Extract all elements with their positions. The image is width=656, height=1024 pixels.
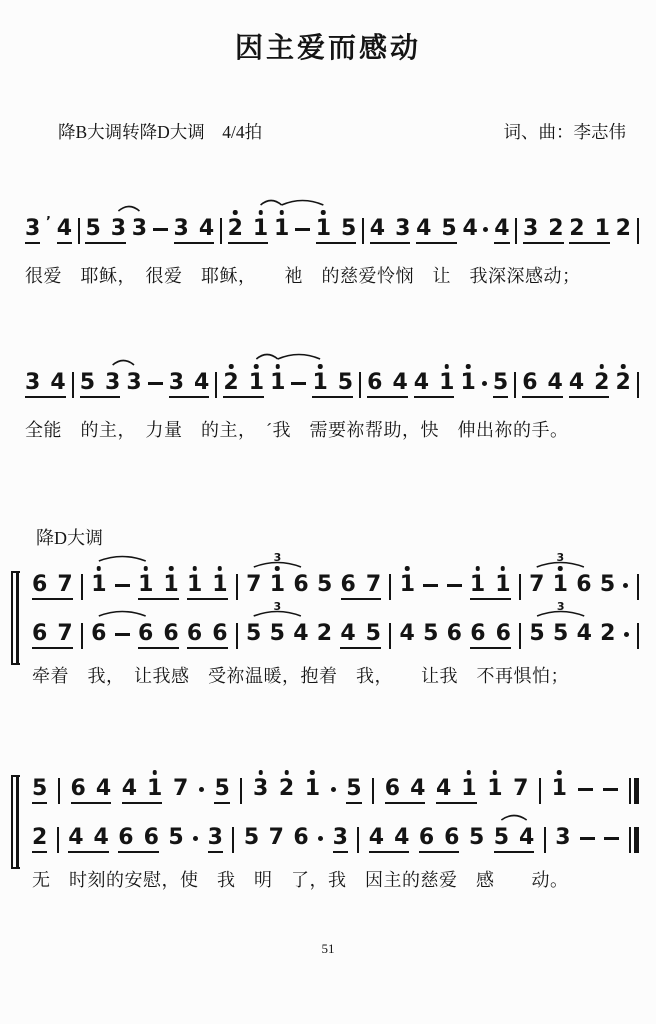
note: 4 — [194, 370, 210, 395]
note: 1 — [187, 574, 202, 596]
octave-dot — [493, 770, 498, 775]
note: 1 — [400, 574, 415, 596]
beam-group — [569, 372, 610, 398]
note: 3 — [395, 216, 411, 241]
note: 4 — [121, 776, 138, 801]
beam-group — [71, 778, 112, 804]
augmentation-dot — [193, 836, 198, 841]
barline — [519, 623, 521, 649]
note: 5 — [493, 372, 508, 398]
beam-group — [494, 827, 535, 853]
barline — [81, 574, 83, 600]
note: 4 — [494, 218, 509, 244]
note: 5 — [214, 778, 229, 804]
note: 6 — [340, 572, 356, 597]
octave-dot — [557, 770, 562, 775]
barline — [637, 372, 639, 398]
note: 6 — [384, 776, 401, 801]
note: 5 — [552, 621, 569, 646]
octave-dot — [169, 566, 174, 571]
note: 3 — [25, 218, 40, 244]
note: 7 — [57, 572, 73, 597]
note: 5 — [168, 825, 184, 850]
barline — [240, 778, 242, 804]
extension-dash — [447, 584, 462, 587]
lyrics-line-3: 牵着 我， 让我感 受祢温暖，抱着 我， 让我 不再惧怕； — [32, 666, 569, 686]
extension-dash — [295, 228, 310, 231]
note: 5 — [493, 825, 510, 850]
note: 5 — [79, 370, 95, 395]
note: 6 — [367, 370, 383, 395]
note: 5 — [529, 621, 545, 646]
music-system-3 — [32, 551, 639, 688]
note: 1 — [274, 218, 289, 240]
beam-group — [370, 218, 411, 244]
note: 1 — [147, 778, 162, 800]
octave-dot — [310, 770, 315, 775]
note: 1 — [253, 218, 268, 240]
note: 3 — [208, 827, 223, 853]
note: 1 — [316, 218, 331, 240]
note: 3 — [25, 370, 41, 395]
note: 1 — [487, 778, 502, 800]
note: 3 — [555, 825, 571, 850]
note: 1 — [553, 574, 568, 596]
note: 3 — [333, 827, 348, 853]
note: 2 — [316, 621, 333, 646]
note: 1 — [91, 574, 106, 596]
beam-group — [316, 218, 357, 244]
note: 5 — [316, 572, 333, 597]
octave-dot — [467, 770, 472, 775]
extension-dash — [578, 788, 593, 791]
note: 1 — [212, 574, 227, 596]
lyrics-line-1: 很爱 耶稣， 很爱 耶稣， 祂 的慈爱怜悯 让 我深深感动； — [25, 266, 581, 286]
note: 1 — [552, 778, 567, 800]
lyrics-line-2: 全能 的主， 力量 的主， ˊ我 需要祢帮助，快 伸出祢的手。 — [25, 420, 569, 440]
barline — [389, 623, 391, 649]
note: 4 — [519, 825, 535, 850]
music-system-2 — [25, 356, 639, 442]
note: 6 — [212, 621, 228, 646]
beam-group — [569, 218, 610, 244]
note: 5 — [365, 621, 381, 646]
barline — [236, 574, 238, 600]
note: 4 — [369, 216, 386, 241]
barline — [236, 623, 238, 649]
octave-dot — [258, 770, 263, 775]
beam-group — [312, 372, 353, 398]
note: 7 — [365, 572, 382, 597]
beam-group — [118, 827, 159, 853]
note: 4 — [368, 825, 385, 850]
extension-dash — [115, 633, 130, 636]
barline — [72, 372, 74, 398]
beam-group — [228, 218, 269, 244]
octave-dot — [258, 210, 263, 215]
note: 6 — [495, 621, 511, 646]
note: 7 — [172, 776, 189, 801]
slur-arcs — [32, 600, 639, 653]
note: 2 — [600, 621, 616, 646]
octave-dot — [254, 364, 259, 369]
beam-group — [416, 218, 457, 244]
note: 3 — [522, 216, 539, 241]
note: 5 — [341, 216, 357, 241]
note: 4 — [462, 216, 478, 241]
barline — [637, 623, 639, 649]
note: 6 — [186, 621, 203, 646]
beam-group — [85, 218, 126, 244]
barline — [539, 778, 541, 804]
note: 4 — [392, 370, 408, 395]
barline — [362, 218, 364, 244]
note: 7 — [513, 776, 529, 801]
note: 6 — [444, 825, 460, 850]
octave-dot — [192, 566, 197, 571]
note: 2 — [32, 827, 47, 853]
note: 2 — [616, 372, 631, 394]
note: 6 — [522, 370, 538, 395]
svg-text:3: 3 — [556, 551, 565, 564]
barline — [544, 827, 546, 853]
note: 1 — [470, 574, 485, 596]
note: 1 — [460, 372, 475, 394]
note: 6 — [293, 572, 309, 597]
note: 4 — [57, 218, 72, 244]
beam-group — [341, 574, 382, 600]
extension-dash — [604, 837, 619, 840]
note: 6 — [446, 621, 462, 646]
note: 6 — [32, 621, 48, 646]
beam-group — [187, 623, 228, 649]
note: 5 — [468, 825, 485, 850]
note: 4 — [394, 825, 410, 850]
note: 2 — [279, 778, 294, 800]
barline — [519, 574, 521, 600]
notation-line-lower — [32, 811, 639, 857]
note: 3 — [126, 370, 142, 395]
note: 1 — [138, 574, 153, 596]
note: 4 — [198, 216, 215, 241]
beam-group — [169, 372, 210, 398]
octave-dot — [321, 210, 326, 215]
octave-dot — [318, 364, 323, 369]
octave-dot — [275, 364, 280, 369]
note: 3 — [105, 370, 121, 395]
note: 1 — [312, 372, 327, 394]
barline — [359, 372, 361, 398]
octave-dot — [475, 566, 480, 571]
note: 1 — [461, 778, 476, 800]
beam-group — [122, 778, 163, 804]
note: 1 — [270, 574, 285, 596]
beam-group — [138, 623, 179, 649]
note: 7 — [246, 572, 262, 597]
notation-line-upper — [32, 551, 639, 604]
extension-dash — [148, 382, 163, 385]
octave-dot — [97, 566, 102, 571]
beam-group — [414, 372, 455, 398]
augmentation-dot — [483, 227, 488, 232]
note: 6 — [138, 621, 154, 646]
barline — [215, 372, 217, 398]
beam-group — [369, 827, 410, 853]
note: 2 — [223, 372, 238, 394]
note: 6 — [293, 825, 309, 850]
extension-dash — [580, 837, 595, 840]
octave-dot — [279, 210, 284, 215]
beam-group — [470, 574, 511, 600]
final-barline — [629, 827, 639, 853]
note: 5 — [85, 216, 101, 241]
beam-group — [80, 372, 121, 398]
note: 2 — [615, 216, 631, 241]
note: 3 — [110, 216, 127, 241]
note: 4 — [416, 216, 432, 241]
barline — [372, 778, 374, 804]
music-system-4 — [32, 762, 639, 892]
octave-dot — [218, 566, 223, 571]
note: 3 — [131, 216, 148, 241]
note: 1 — [249, 372, 264, 394]
note: 2 — [228, 218, 243, 240]
credits-label: 词、曲：李志伟 — [503, 122, 626, 142]
svg-text:3: 3 — [273, 600, 282, 613]
beam-group — [385, 778, 426, 804]
beam-group — [187, 574, 228, 600]
song-title: 因主爱而感动 — [234, 32, 421, 63]
barline — [637, 574, 639, 600]
beam-group — [25, 372, 66, 398]
note: 6 — [70, 776, 86, 801]
note: 1 — [439, 372, 454, 394]
beam-group — [138, 574, 179, 600]
final-barline — [629, 778, 639, 804]
octave-dot — [152, 770, 157, 775]
note: 3 — [173, 216, 189, 241]
augmentation-dot — [623, 583, 628, 588]
note: 1 — [163, 574, 178, 596]
note: 5 — [599, 572, 616, 597]
note: 4 — [68, 825, 84, 850]
note: 5 — [32, 778, 47, 804]
note: 5 — [423, 621, 439, 646]
barline — [357, 827, 359, 853]
note: 4 — [399, 621, 415, 646]
note: 4 — [50, 370, 66, 395]
page-number: 51 — [321, 941, 335, 956]
note: 5 — [269, 621, 285, 646]
note: 6 — [32, 572, 48, 597]
barline — [81, 623, 83, 649]
beam-group — [419, 827, 460, 853]
note: 6 — [418, 825, 435, 850]
note: 6 — [91, 621, 107, 646]
octave-dot — [621, 364, 626, 369]
extension-dash — [291, 382, 306, 385]
extension-dash — [153, 228, 168, 231]
note: 6 — [118, 825, 134, 850]
note: 6 — [576, 572, 592, 597]
augmentation-dot — [199, 787, 204, 792]
beam-group — [32, 574, 73, 600]
note: 6 — [143, 825, 159, 850]
beam-group — [523, 218, 564, 244]
octave-dot — [275, 566, 280, 571]
note: 4 — [340, 621, 356, 646]
notation-line — [25, 356, 639, 402]
note: 2 — [594, 372, 609, 394]
note: 7 — [57, 621, 73, 646]
beam-group — [223, 372, 264, 398]
barline — [78, 218, 80, 244]
barline — [220, 218, 222, 244]
notation-line-lower — [32, 600, 639, 653]
note: 4 — [576, 621, 592, 646]
note: 5 — [346, 778, 361, 804]
svg-text:3: 3 — [273, 551, 282, 564]
note: 4 — [93, 825, 109, 850]
note: 3 — [168, 370, 185, 395]
octave-dot — [600, 364, 605, 369]
octave-dot — [233, 210, 238, 215]
augmentation-dot — [318, 836, 323, 841]
svg-text:3: 3 — [556, 600, 565, 613]
note: 4 — [547, 370, 563, 395]
augmentation-dot — [331, 787, 336, 792]
barline — [637, 218, 639, 244]
augmentation-dot — [624, 632, 629, 637]
note: 5 — [441, 216, 457, 241]
barline — [514, 372, 516, 398]
beam-group — [367, 372, 408, 398]
barline — [515, 218, 517, 244]
note: 3 — [253, 778, 268, 800]
octave-dot — [466, 364, 471, 369]
notation-line-upper — [32, 762, 639, 808]
barline — [232, 827, 234, 853]
note: 5 — [243, 825, 260, 850]
octave-dot — [143, 566, 148, 571]
note: 7 — [529, 572, 545, 597]
barline — [389, 574, 391, 600]
octave-dot — [445, 364, 450, 369]
key-signature-label: 降B大调转降D大调 4/4拍 — [58, 122, 263, 142]
system-bracket — [11, 775, 20, 869]
note: 4 — [293, 621, 309, 646]
beam-group — [174, 218, 215, 244]
note: 6 — [163, 621, 179, 646]
key-change-label: 降D大调 — [36, 528, 103, 548]
beam-group — [522, 372, 563, 398]
octave-dot — [405, 566, 410, 571]
beam-group — [32, 623, 73, 649]
beam-group — [470, 623, 511, 649]
note: 5 — [337, 370, 354, 395]
lyrics-line-4: 无 时刻的安慰，使 我 明 了，我 因主的慈爱 感 动。 — [32, 870, 569, 890]
beam-group — [340, 623, 381, 649]
music-system-1 — [25, 202, 639, 288]
note: 7 — [268, 825, 284, 850]
octave-dot — [558, 566, 563, 571]
note: 1 — [495, 574, 510, 596]
note: 5 — [246, 621, 262, 646]
beam-group — [436, 778, 477, 804]
extension-dash — [115, 584, 130, 587]
note: 4 — [410, 776, 426, 801]
barline — [58, 778, 60, 804]
note: 6 — [470, 621, 486, 646]
note: 1 — [594, 216, 610, 241]
note: 2 — [548, 216, 564, 241]
extension-dash — [423, 584, 438, 587]
augmentation-dot — [482, 381, 487, 386]
note: 4 — [95, 776, 112, 801]
note: 2 — [569, 216, 585, 241]
extension-dash — [603, 788, 618, 791]
slur-arcs — [32, 551, 639, 604]
meta-row — [0, 119, 656, 144]
barline — [57, 827, 59, 853]
note: 4 — [568, 370, 585, 395]
octave-dot — [229, 364, 234, 369]
note: 1 — [305, 778, 320, 800]
beam-group — [68, 827, 109, 853]
note: 4 — [435, 776, 452, 801]
notation-line — [25, 202, 639, 248]
octave-dot — [501, 566, 506, 571]
system-bracket — [11, 571, 20, 665]
breath-mark: ’ — [46, 215, 51, 230]
note: 4 — [413, 370, 430, 395]
octave-dot — [284, 770, 289, 775]
note: 1 — [270, 372, 285, 394]
